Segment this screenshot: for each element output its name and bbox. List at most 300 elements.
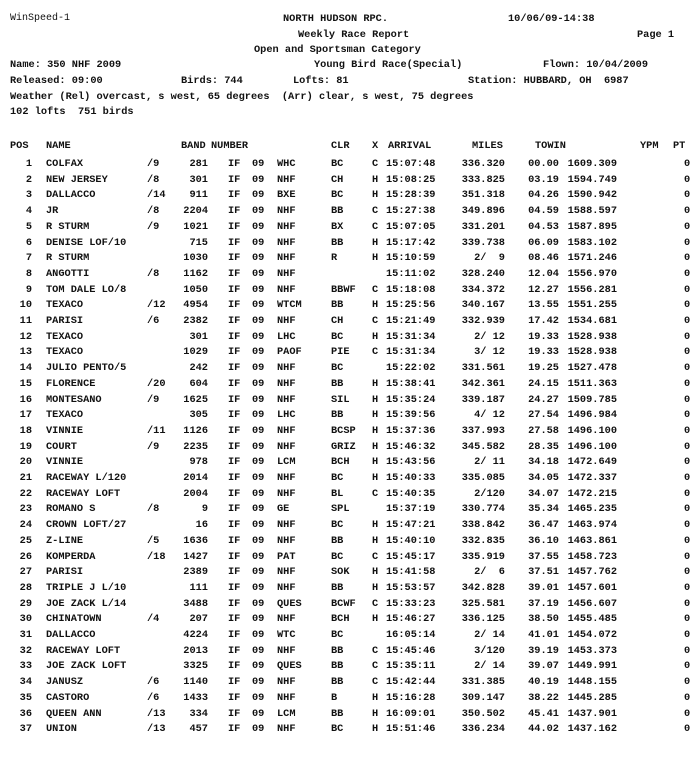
cell-pos: 32 — [19, 644, 32, 657]
cell-yr: 09 — [252, 723, 265, 736]
cell-pos: 26 — [19, 550, 32, 563]
cell-if: IF — [228, 377, 241, 390]
cell-miles: 3/ 12 — [474, 346, 505, 359]
cell-arrival: 15:35:24 — [386, 393, 436, 406]
cell-name: DALLACCO — [46, 629, 96, 641]
cell-pos: 33 — [19, 660, 32, 673]
cell-ypm: 1556.281 — [567, 283, 617, 296]
cell-club: GE — [277, 503, 290, 516]
cell-pt: 0 — [684, 158, 691, 170]
cell-arrival: 15:37:19 — [386, 503, 436, 516]
club-name: NORTH HUDSON RPC. — [283, 13, 389, 25]
cell-pos: 24 — [19, 519, 32, 532]
cell-pos: 23 — [19, 503, 32, 516]
cell-towin: 08.46 — [528, 252, 559, 265]
cell-pt: 0 — [684, 173, 691, 186]
category-title: Open and Sportsman Category — [254, 44, 421, 56]
report-title: Weekly Race Report — [298, 29, 410, 41]
cell-towin: 13.55 — [528, 299, 559, 312]
cell-nb: /13 — [147, 723, 166, 736]
cell-x: H — [372, 330, 379, 343]
cell-pt: 0 — [684, 346, 691, 359]
cell-clr: R — [331, 252, 338, 265]
cell-miles: 351.318 — [461, 189, 505, 202]
cell-if: IF — [228, 472, 241, 484]
cell-pt: 0 — [684, 189, 691, 202]
cell-name: PARISI — [46, 566, 84, 579]
cell-pos: 31 — [19, 629, 32, 641]
cell-clr: BB — [331, 644, 344, 657]
cell-if: IF — [228, 723, 241, 736]
loft-summary: 102 lofts 751 birds — [10, 106, 134, 118]
cell-miles: 333.825 — [461, 173, 505, 186]
cell-nb: /8 — [147, 205, 160, 218]
cell-x: H — [372, 409, 379, 422]
cell-band: 911 — [189, 189, 208, 202]
cell-pos: 18 — [19, 424, 32, 437]
cell-name: DALLACCO — [46, 189, 96, 202]
cell-arrival: 15:43:56 — [386, 456, 436, 469]
cell-arrival: 15:27:38 — [386, 205, 436, 218]
cell-towin: 19.33 — [528, 346, 559, 359]
cell-yr: 09 — [252, 283, 265, 296]
cell-x: H — [372, 456, 379, 469]
cell-if: IF — [228, 346, 241, 359]
cell-if: IF — [228, 252, 241, 265]
cell-ypm: 1587.895 — [567, 220, 617, 233]
cell-band: 4224 — [183, 629, 208, 641]
cell-if: IF — [228, 189, 241, 202]
cell-pt: 0 — [684, 472, 691, 484]
cell-clr: BB — [331, 707, 344, 720]
cell-arrival: 15:46:32 — [386, 440, 436, 453]
cell-x: H — [372, 189, 379, 202]
cell-x: H — [372, 723, 379, 736]
cell-clr: BCH — [331, 456, 350, 469]
cell-arrival: 15:31:34 — [386, 330, 436, 343]
cell-ypm: 1527.478 — [567, 362, 617, 375]
cell-pos: 19 — [19, 440, 32, 453]
cell-pos: 14 — [19, 362, 32, 375]
cell-yr: 09 — [252, 581, 265, 594]
col-miles: MILES — [472, 140, 503, 152]
cell-club: NHF — [277, 676, 296, 689]
weather: Weather (Rel) overcast, s west, 65 degrees (Arr) clear, s west, 75 degrees — [10, 91, 474, 103]
cell-club: NHF — [277, 252, 296, 265]
cell-arrival: 15:45:17 — [386, 550, 436, 563]
cell-pt: 0 — [684, 236, 691, 249]
cell-arrival: 15:16:28 — [386, 691, 436, 704]
cell-clr: BX — [331, 220, 344, 233]
cell-clr: BB — [331, 205, 344, 218]
cell-yr: 09 — [252, 550, 265, 563]
cell-pt: 0 — [684, 519, 691, 532]
cell-band: 301 — [189, 173, 208, 186]
cell-x: H — [372, 393, 379, 406]
cell-club: NHF — [277, 315, 296, 327]
cell-pos: 8 — [25, 267, 32, 280]
cell-towin: 37.55 — [528, 550, 559, 563]
cell-x: C — [372, 487, 379, 500]
cell-yr: 09 — [252, 158, 265, 170]
cell-ypm: 1583.102 — [567, 236, 617, 249]
cell-arrival: 16:09:01 — [386, 707, 436, 720]
col-pos: POS — [10, 140, 29, 152]
cell-name: R STURM — [46, 220, 90, 233]
cell-pt: 0 — [684, 487, 691, 500]
cell-nb: /9 — [147, 220, 160, 233]
cell-clr: BC — [331, 330, 344, 343]
cell-club: NHF — [277, 173, 296, 186]
release-time: Released: 09:00 — [10, 75, 103, 87]
cell-pos: 11 — [19, 315, 32, 327]
cell-miles: 340.167 — [461, 299, 505, 312]
cell-band: 2204 — [183, 205, 208, 218]
cell-if: IF — [228, 597, 241, 610]
col-number: NUMBER — [211, 140, 249, 152]
cell-nb: /9 — [147, 393, 160, 406]
cell-if: IF — [228, 660, 241, 673]
cell-miles: 342.361 — [461, 377, 505, 390]
cell-x: H — [372, 472, 379, 484]
cell-miles: 328.240 — [461, 267, 505, 280]
cell-clr: SPL — [331, 503, 350, 516]
cell-miles: 349.896 — [461, 205, 505, 218]
cell-towin: 00.00 — [528, 158, 559, 170]
cell-clr: SIL — [331, 393, 350, 406]
cell-towin: 34.07 — [528, 487, 559, 500]
cell-club: NHF — [277, 487, 296, 500]
cell-if: IF — [228, 519, 241, 532]
cell-if: IF — [228, 315, 241, 327]
cell-band: 16 — [195, 519, 208, 532]
cell-arrival: 15:11:02 — [386, 267, 436, 280]
cell-miles: 335.919 — [461, 550, 505, 563]
cell-name: RACEWAY L/120 — [46, 472, 127, 484]
cell-band: 1636 — [183, 534, 208, 547]
cell-towin: 03.19 — [528, 173, 559, 186]
cell-arrival: 15:08:25 — [386, 173, 436, 186]
cell-yr: 09 — [252, 613, 265, 626]
cell-band: 3325 — [183, 660, 208, 673]
cell-yr: 09 — [252, 236, 265, 249]
cell-arrival: 15:45:46 — [386, 644, 436, 657]
cell-pt: 0 — [684, 550, 691, 563]
cell-yr: 09 — [252, 691, 265, 704]
cell-pt: 0 — [684, 723, 691, 736]
cell-x: H — [372, 173, 379, 186]
cell-band: 1162 — [183, 267, 208, 280]
cell-x: C — [372, 205, 379, 218]
cell-miles: 338.842 — [461, 519, 505, 532]
software-name: WinSpeed-1 — [10, 13, 71, 24]
cell-club: LCM — [277, 456, 296, 469]
cell-ypm: 1509.785 — [567, 393, 617, 406]
cell-x: C — [372, 220, 379, 233]
cell-clr: BB — [331, 581, 344, 594]
cell-towin: 24.27 — [528, 393, 559, 406]
cell-band: 1625 — [183, 393, 208, 406]
cell-x: H — [372, 252, 379, 265]
cell-pos: 10 — [19, 299, 32, 312]
cell-if: IF — [228, 393, 241, 406]
cell-miles: 345.582 — [461, 440, 505, 453]
cell-club: NHF — [277, 236, 296, 249]
cell-pos: 21 — [19, 472, 32, 484]
cell-yr: 09 — [252, 362, 265, 375]
cell-club: NHF — [277, 566, 296, 579]
cell-miles: 331.385 — [461, 676, 505, 689]
cell-band: 604 — [189, 377, 208, 390]
cell-arrival: 15:10:59 — [386, 252, 436, 265]
cell-yr: 09 — [252, 189, 265, 202]
cell-arrival: 15:17:42 — [386, 236, 436, 249]
cell-miles: 2/ 14 — [474, 629, 505, 641]
cell-arrival: 15:38:41 — [386, 377, 436, 390]
cell-if: IF — [228, 173, 241, 186]
cell-yr: 09 — [252, 566, 265, 579]
cell-towin: 38.22 — [528, 691, 559, 704]
cell-band: 111 — [189, 581, 208, 594]
cell-arrival: 15:22:02 — [386, 362, 436, 375]
cell-x: H — [372, 299, 379, 312]
cell-arrival: 15:41:58 — [386, 566, 436, 579]
cell-arrival: 15:18:08 — [386, 283, 436, 296]
cell-pt: 0 — [684, 205, 691, 218]
cell-ypm: 1472.649 — [567, 456, 617, 469]
cell-x: C — [372, 644, 379, 657]
cell-x: H — [372, 377, 379, 390]
cell-club: NHF — [277, 220, 296, 233]
cell-ypm: 1534.681 — [567, 315, 617, 327]
race-name: Name: 350 NHF 2009 — [10, 59, 122, 71]
cell-band: 1433 — [183, 691, 208, 704]
cell-band: 1021 — [183, 220, 208, 233]
cell-club: NHF — [277, 723, 296, 736]
cell-if: IF — [228, 503, 241, 516]
cell-x: C — [372, 158, 379, 170]
cell-towin: 39.01 — [528, 581, 559, 594]
cell-yr: 09 — [252, 409, 265, 422]
cell-pos: 12 — [19, 330, 32, 343]
cell-towin: 04.59 — [528, 205, 559, 218]
cell-ypm: 1609.309 — [567, 158, 617, 170]
cell-towin: 17.42 — [528, 315, 559, 327]
cell-if: IF — [228, 330, 241, 343]
cell-arrival: 15:40:33 — [386, 472, 436, 484]
cell-name: UNION — [46, 723, 77, 736]
cell-name: VINNIE — [46, 456, 84, 469]
cell-ypm: 1528.938 — [567, 330, 617, 343]
cell-towin: 27.54 — [528, 409, 559, 422]
cell-ypm: 1437.901 — [567, 707, 617, 720]
cell-x: H — [372, 236, 379, 249]
cell-name: DENISE LOF/10 — [46, 236, 127, 249]
cell-pt: 0 — [684, 315, 691, 327]
cell-arrival: 15:46:27 — [386, 613, 436, 626]
cell-nb: /11 — [147, 424, 166, 437]
cell-name: MONTESANO — [46, 393, 102, 406]
cell-pt: 0 — [684, 566, 691, 579]
cell-x: C — [372, 346, 379, 359]
cell-club: NHF — [277, 581, 296, 594]
cell-pt: 0 — [684, 267, 691, 280]
cell-pos: 7 — [25, 252, 32, 265]
cell-miles: 332.835 — [461, 534, 505, 547]
cell-yr: 09 — [252, 472, 265, 484]
cell-towin: 34.18 — [528, 456, 559, 469]
cell-yr: 09 — [252, 487, 265, 500]
cell-clr: BC — [331, 189, 344, 202]
cell-nb: /4 — [147, 613, 160, 626]
cell-band: 2382 — [183, 315, 208, 327]
cell-pos: 2 — [25, 173, 32, 186]
cell-pos: 13 — [19, 346, 32, 359]
cell-band: 1029 — [183, 346, 208, 359]
cell-ypm: 1590.942 — [567, 189, 617, 202]
cell-pt: 0 — [684, 362, 691, 375]
cell-club: NHF — [277, 205, 296, 218]
cell-yr: 09 — [252, 315, 265, 327]
cell-name: Z-LINE — [46, 534, 84, 547]
cell-club: NHF — [277, 613, 296, 626]
cell-arrival: 15:07:05 — [386, 220, 436, 233]
cell-clr: BBWF — [331, 283, 356, 296]
cell-band: 3488 — [183, 597, 208, 610]
cell-clr: BC — [331, 519, 344, 532]
cell-towin: 39.19 — [528, 644, 559, 657]
cell-band: 2014 — [183, 472, 208, 484]
cell-band: 4954 — [183, 299, 208, 312]
cell-pos: 27 — [19, 566, 32, 579]
cell-pt: 0 — [684, 691, 691, 704]
cell-yr: 09 — [252, 205, 265, 218]
cell-if: IF — [228, 456, 241, 469]
cell-pt: 0 — [684, 629, 691, 641]
cell-clr: GRIZ — [331, 440, 356, 453]
cell-name: JOE ZACK L/14 — [46, 597, 127, 610]
cell-yr: 09 — [252, 676, 265, 689]
cell-club: LCM — [277, 707, 296, 720]
cell-towin: 39.07 — [528, 660, 559, 673]
cell-yr: 09 — [252, 503, 265, 516]
cell-ypm: 1448.155 — [567, 676, 617, 689]
cell-yr: 09 — [252, 252, 265, 265]
cell-clr: BCWF — [331, 597, 356, 610]
cell-miles: 331.201 — [461, 220, 505, 233]
cell-club: NHF — [277, 424, 296, 437]
col-name: NAME — [46, 140, 71, 152]
cell-x: H — [372, 691, 379, 704]
cell-ypm: 1472.337 — [567, 472, 617, 484]
cell-ypm: 1556.970 — [567, 267, 617, 280]
cell-band: 301 — [189, 330, 208, 343]
cell-towin: 40.19 — [528, 676, 559, 689]
cell-towin: 45.41 — [528, 707, 559, 720]
cell-pt: 0 — [684, 676, 691, 689]
cell-x: H — [372, 424, 379, 437]
cell-ypm: 1454.072 — [567, 629, 617, 641]
loft-count: Lofts: 81 — [293, 75, 349, 87]
cell-miles: 336.320 — [461, 158, 505, 170]
cell-towin: 44.02 — [528, 723, 559, 736]
cell-clr: BC — [331, 550, 344, 563]
cell-pos: 15 — [19, 377, 32, 390]
cell-ypm: 1588.597 — [567, 205, 617, 218]
cell-if: IF — [228, 566, 241, 579]
cell-miles: 339.738 — [461, 236, 505, 249]
cell-if: IF — [228, 487, 241, 500]
cell-club: WTCM — [277, 299, 302, 312]
cell-yr: 09 — [252, 377, 265, 390]
cell-ypm: 1496.984 — [567, 409, 617, 422]
cell-band: 242 — [189, 362, 208, 375]
cell-miles: 334.372 — [461, 283, 505, 296]
cell-club: QUES — [277, 597, 302, 610]
cell-if: IF — [228, 299, 241, 312]
cell-pos: 25 — [19, 534, 32, 547]
column-header-row — [0, 140, 700, 158]
cell-clr: BCSP — [331, 424, 356, 437]
cell-club: NHF — [277, 691, 296, 704]
cell-towin: 04.53 — [528, 220, 559, 233]
cell-ypm: 1463.974 — [567, 519, 617, 532]
cell-name: ROMANO S — [46, 503, 96, 516]
cell-name: PARISI — [46, 315, 84, 327]
table-row — [0, 723, 700, 741]
cell-ypm: 1456.607 — [567, 597, 617, 610]
col-clr: CLR — [331, 140, 350, 152]
cell-miles: 342.828 — [461, 581, 505, 594]
cell-arrival: 15:21:49 — [386, 315, 436, 327]
race-type: Young Bird Race(Special) — [314, 59, 463, 71]
cell-name: QUEEN ANN — [46, 707, 102, 720]
cell-band: 1126 — [183, 424, 208, 437]
cell-arrival: 15:40:35 — [386, 487, 436, 500]
cell-yr: 09 — [252, 660, 265, 673]
cell-band: 2235 — [183, 440, 208, 453]
cell-arrival: 15:39:56 — [386, 409, 436, 422]
cell-if: IF — [228, 267, 241, 280]
cell-yr: 09 — [252, 707, 265, 720]
cell-ypm: 1528.938 — [567, 346, 617, 359]
cell-name: VINNIE — [46, 424, 84, 437]
cell-miles: 2/ 11 — [474, 456, 505, 469]
cell-clr: BL — [331, 487, 344, 500]
col-x: X — [372, 140, 379, 152]
cell-pt: 0 — [684, 707, 691, 720]
cell-club: QUES — [277, 660, 302, 673]
cell-name: JANUSZ — [46, 676, 84, 689]
cell-if: IF — [228, 283, 241, 296]
cell-name: CHINATOWN — [46, 613, 102, 626]
cell-towin: 28.35 — [528, 440, 559, 453]
cell-miles: 2/ 12 — [474, 330, 505, 343]
cell-ypm: 1457.601 — [567, 581, 617, 594]
cell-pos: 30 — [19, 613, 32, 626]
cell-x: H — [372, 581, 379, 594]
cell-pos: 22 — [19, 487, 32, 500]
cell-pt: 0 — [684, 299, 691, 312]
cell-towin: 34.05 — [528, 472, 559, 484]
cell-miles: 4/ 12 — [474, 409, 505, 422]
cell-if: IF — [228, 362, 241, 375]
cell-pos: 6 — [25, 236, 32, 249]
cell-clr: BCH — [331, 613, 350, 626]
cell-yr: 09 — [252, 346, 265, 359]
cell-towin: 24.15 — [528, 377, 559, 390]
cell-miles: 2/ 14 — [474, 660, 505, 673]
